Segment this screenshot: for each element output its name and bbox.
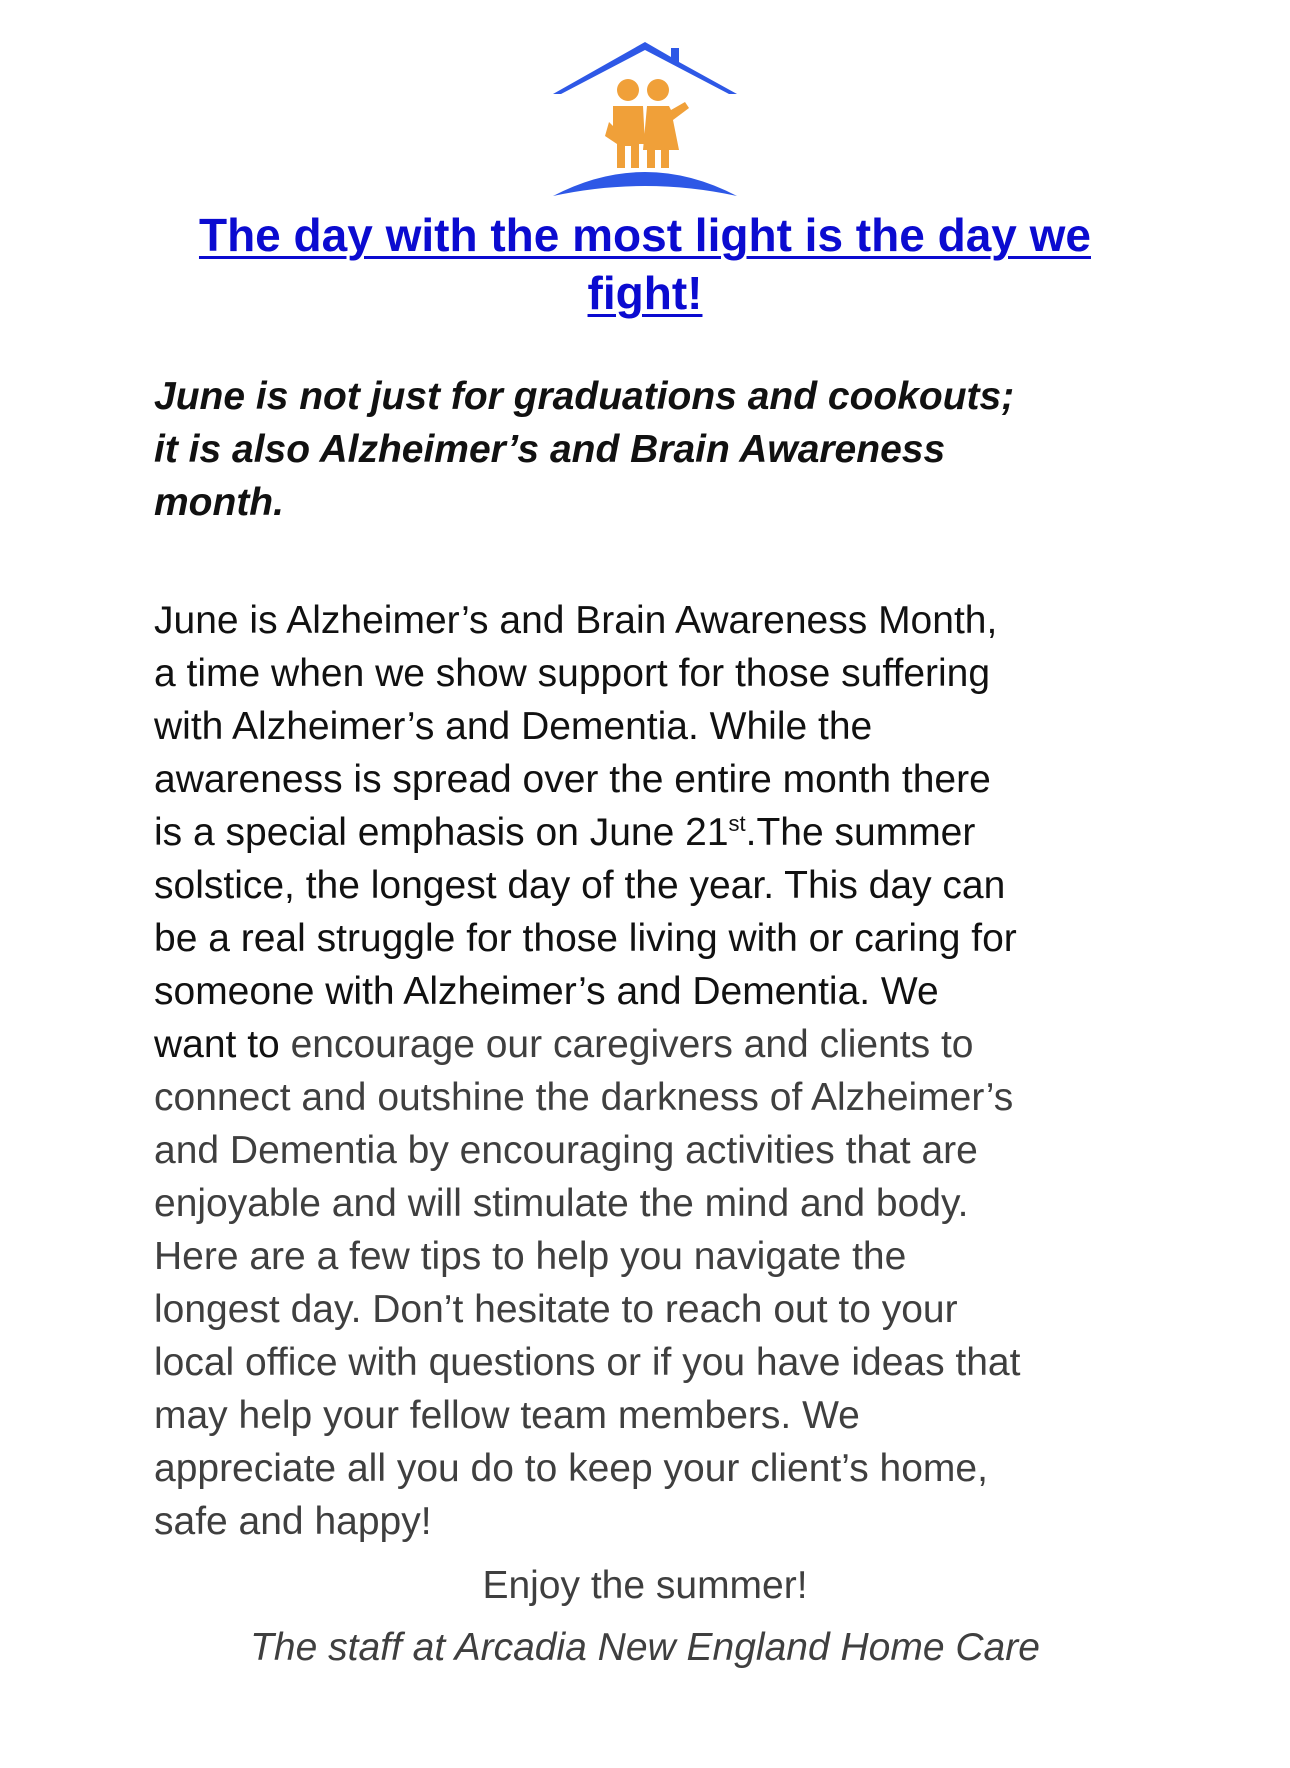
body-line: solstice, the longest day of the year. This day can [154, 864, 1006, 907]
body-line: and Dementia by encouraging activities that are [154, 1129, 978, 1172]
body-text-fragment: want to [154, 1023, 280, 1066]
subtitle-line: it is also Alzheimer’s and Brain Awareness [154, 428, 946, 471]
person-left-body [605, 106, 645, 168]
person-right-head [647, 79, 669, 101]
body-line: Here are a few tips to help you navigate the [154, 1235, 907, 1278]
body-line: awareness is spread over the entire month there [154, 758, 991, 801]
body-line: a time when we show support for those suffering [154, 652, 991, 695]
body-line: connect and outshine the darkness of Alzheimer’s [154, 1076, 1014, 1119]
body-text-fragment: is a special emphasis on June 21 [154, 811, 729, 854]
ordinal-suffix: st [728, 811, 746, 836]
page-title[interactable]: The day with the most light is the day we fight! [198, 209, 1091, 319]
closing-line: Enjoy the summer! [482, 1564, 808, 1607]
body-line: local office with questions or if you have ideas that [154, 1341, 1021, 1384]
body-line: longest day. Don’t hesitate to reach out to your [154, 1288, 958, 1331]
roof-shape [553, 42, 737, 94]
body-line: June is Alzheimer’s and Brain Awareness Month, [154, 599, 998, 642]
house-with-two-people-icon [553, 40, 737, 196]
subtitle-line: month. [154, 481, 284, 524]
company-logo [553, 40, 737, 196]
subtitle [154, 370, 1154, 529]
person-right-body [643, 102, 689, 168]
body-line: appreciate all you do to keep your client’s home, [154, 1447, 988, 1490]
ground-arc [553, 172, 737, 196]
body-line: may help your fellow team members. We [154, 1394, 860, 1437]
body-line: be a real struggle for those living with or caring for [154, 917, 1017, 960]
body-line [154, 1018, 1154, 1071]
body-line [154, 806, 1154, 859]
body-paragraph [154, 594, 1154, 1548]
person-left-head [617, 79, 639, 101]
body-text-fragment: encourage our caregivers and clients to [279, 1023, 974, 1066]
body-line: safe and happy! [154, 1500, 432, 1543]
body-text-fragment: .The summer [745, 811, 976, 854]
body-line: with Alzheimer’s and Dementia. While the [154, 705, 873, 748]
signature: The staff at Arcadia New England Home Care [250, 1626, 1040, 1669]
body-line: someone with Alzheimer’s and Dementia. We [154, 970, 939, 1013]
body-line: enjoyable and will stimulate the mind and body. [154, 1182, 969, 1225]
subtitle-line: June is not just for graduations and cookouts; [154, 375, 1015, 418]
